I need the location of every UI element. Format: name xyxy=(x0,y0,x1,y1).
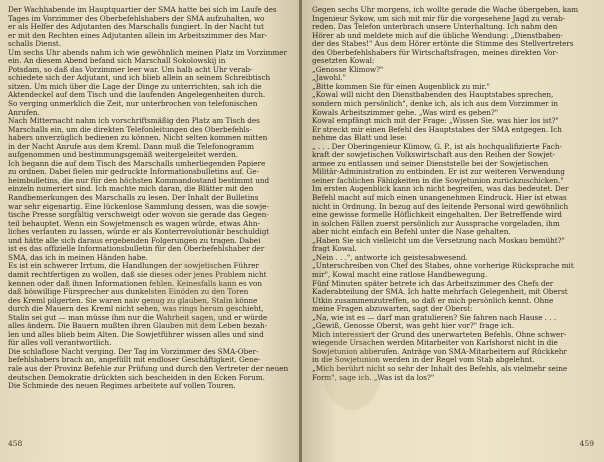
text-line: aufgenommen und bestimmungsgemäß weitergeleitet werden. xyxy=(8,151,238,160)
text-line: Kowal empfängt mich mit der Frage: „Wissen Sie, was hier los ist?" xyxy=(312,117,559,126)
text-line: tische Presse sorgfältig verschweigt oder wovon sie gerade das Gegen- xyxy=(8,211,269,220)
text-line: kraft der sowjetischen Volkswirtschaft aus den Reihen der Sowjet- xyxy=(312,151,555,160)
text-line: Ingenieur Sykow, um sich mit mir für die vorgesehene Jagd zu verab- xyxy=(312,14,566,23)
text-line: Er streckt mir einen Befehl des Hauptstabes der SMA entgegen. Ich xyxy=(312,125,562,134)
text-line: daß böswillige Fürsprecher aus dunkelsten Einöden zu den Toren xyxy=(8,288,249,297)
text-line: Befehl macht auf mich einen unangenehmen Eindruck. Hier ist etwas xyxy=(312,194,567,203)
text-line: „Na, wie ist es — darf man gratulieren? Sie fahren nach Hause . . . xyxy=(312,313,557,322)
text-line: „Haben Sie sich vielleicht um die Versetzung nach Moskau bemüht?" xyxy=(312,236,565,245)
left-page xyxy=(0,0,300,462)
text-line: des Oberbefehlshabers für Wirtschaftsfragen, meines direkten Vor- xyxy=(312,48,559,57)
text-line: Fünf Minuten später betrete ich das Arbeitszimmer des Chefs der xyxy=(312,279,554,288)
text-line: Tages im Vorzimmer des Oberbefehlshabers der SMA aufzuhalten, wo xyxy=(8,14,265,23)
text-line: wiegende Ursachen werden Mitarbeiter von Karlshorst nicht in die xyxy=(312,339,558,348)
text-line: Es ist ein schwerer Irrtum, die Handlungen der sowjetischen Führer xyxy=(8,262,259,271)
text-line: ein. An diesem Abend befand sich Marschall Sokolowskij in xyxy=(8,57,226,66)
text-line: Die schlaflose Nacht verging. Der Tag im Vorzimmer des SMA-Ober- xyxy=(8,347,259,356)
text-line: armee zu entlassen und seiner Dienststelle bei der Sowjetischen xyxy=(312,159,549,168)
text-line: „Jawohl." xyxy=(312,74,346,83)
text-line: len und alles blieb beim Alten. Die Sowjetführer wissen alles und sind xyxy=(8,330,264,339)
text-line: kennen oder daß ihnen Informationen fehlen. Keinesfalls kann es von xyxy=(8,279,262,288)
text-line: Nach Mitternacht nahm ich vorschriftsmäßig den Platz am Tisch des xyxy=(8,117,260,126)
text-line: schiedete sich der Adjutant, und ich blieb allein an seinem Schreibtisch xyxy=(8,74,271,83)
text-line: fragt Kowal. xyxy=(312,245,357,254)
text-line: Militär-Administration zu entbinden. Er ist zur weiteren Verwendung xyxy=(312,168,565,177)
text-line: einzeln numeriert sind. Ich machte mich daran, die Blätter mit den xyxy=(8,185,254,194)
text-line: aber nicht einfach ein Befehl unter die Nase gehalten. xyxy=(312,228,511,237)
text-line: Kaderabteilung der SMA. Ich hatte mehrfach Gelegenheit, mit Oberst xyxy=(312,288,568,297)
text-line: Mich interessiert der Grund des unerwarteten Befehls. Ohne schwer- xyxy=(312,330,567,339)
text-line: liches verlauten zu lassen, würde er als Konterrevolutionär beschuldigt xyxy=(8,228,270,237)
text-line: eine gewisse formelle Höflichkeit eingehalten. Der Betreffende wird xyxy=(312,211,562,220)
text-line: durch die Mauern des Kreml nicht sehen, was rings herum geschieht, xyxy=(8,305,264,314)
text-line: schalls Dienst. xyxy=(8,40,62,49)
text-line: Gegen sechs Uhr morgens, ich wollte gerade die Wache übergeben, kam xyxy=(312,6,579,14)
text-line: Der Wachhabende im Hauptquartier der SMA hatte bei sich im Laufe des xyxy=(8,6,277,14)
text-line: er als Helfer des Adjutanten des Marschalls fungiert. In der Nacht tut xyxy=(8,23,264,32)
text-line: Im ersten Augenblick kann ich nicht begreifen, was das bedeutet. Der xyxy=(312,185,569,194)
text-line: sitzen. Um mich über die Lage der Dinge zu unterrichten, sah ich die xyxy=(8,82,262,91)
text-line: und hätte alle sich daraus ergebenden Folgerungen zu tragen. Dabei xyxy=(8,236,261,245)
right-page-text xyxy=(312,6,598,382)
text-line: „Unterschreiben von Chef des Stabes, ohne vorherige Rücksprache mit xyxy=(312,262,574,271)
text-line: Kowals Arbeitszimmer gehe. „Was wird es geben?" xyxy=(312,108,499,117)
text-line: sondern mich persönlich", denke ich, als ich aus dem Vorzimmer in xyxy=(312,100,558,109)
text-line: Randbemerkungen des Marschalls zu lesen. Der Inhalt der Bulletins xyxy=(8,194,259,203)
text-line: „Mich berührt nicht so sehr der Inhalt des Befehls, als vielmehr seine xyxy=(312,364,568,373)
text-line: befehlshabers brach an, angefüllt mit endloser Geschäftigkeit. Gene- xyxy=(8,356,261,365)
right-page-number: 459 xyxy=(579,439,594,448)
text-line: nicht in Ordnung. In bezug auf des leitende Personal wird gewöhnlich xyxy=(312,202,569,211)
right-page xyxy=(302,0,604,462)
text-line: des Kreml pilgerten. Sie waren naiv genug zu glauben, Stalin könne xyxy=(8,296,258,305)
text-line: Ich begann die auf dem Tisch des Marschalls umherliegenden Papiere xyxy=(8,159,266,168)
text-line: war sehr eigenartig. Eine lückenlose Sammlung dessen, was die sowje- xyxy=(8,202,269,211)
text-line: „Nein . . .", antworte ich geistesabwesend. xyxy=(312,253,468,262)
text-line: Form", sage ich. „Was ist da los?" xyxy=(312,373,435,382)
text-line: für alles voll verantwortlich. xyxy=(8,339,112,348)
text-line: alles ändern. Die Bauern mußten ihren Glauben mit dem Leben bezah- xyxy=(8,322,268,331)
text-line: der des Stabes!" Aus dem Hörer ertönte die Stimme des Stellvertreters xyxy=(312,40,574,49)
text-line: Marschalls ein, um die direkten Telefonleitungen des Oberbefehls- xyxy=(8,125,252,134)
text-line: nehme das Blatt und lese: xyxy=(312,134,407,143)
text-line: So verging unmerklich die Zeit, nur unterbrochen von telefonischen xyxy=(8,100,258,109)
text-line: meine Fragen abzuwarten, sagt der Oberst: xyxy=(312,305,473,314)
text-line: „Bitte kommen Sie für einen Augenblick zu mir." xyxy=(312,82,490,91)
text-line: reden. Das Telefon unterbrach unsere Unterhaltung. Ich nahm den xyxy=(312,23,558,32)
text-line: Hörer ab und meldete mich auf die übliche Wendung: „Dienstbaben- xyxy=(312,31,563,40)
text-line: mir", Kowal macht eine ratlose Handbewegung. xyxy=(312,270,488,279)
text-line: Die Schmiede des neuen Regimes arbeitete auf vollen Touren. xyxy=(8,382,236,391)
left-page-text xyxy=(8,6,293,391)
text-line: habers unverzüglich bedienen zu können. Nicht selten kommen mitten xyxy=(8,134,268,143)
text-line: „Kowal will nicht den Dienstbabenden des Hauptstabes sprechen, xyxy=(312,91,554,100)
paper-stain xyxy=(150,260,240,330)
paper-stain xyxy=(322,330,382,410)
text-line: damit rechtfertigen zu wollen, daß sie dieses oder jenes Problem nicht xyxy=(8,270,267,279)
text-line: rale aus der Provinz Befehle zur Prüfung und durch den Vertreter der neuen xyxy=(8,364,289,373)
text-line: Aktendeckel auf dem Tisch und die laufenden Angelegenheiten durch. xyxy=(8,91,266,100)
text-line: in der Nacht Anrufe aus dem Kreml. Dann muß die Telefonogramm xyxy=(8,142,255,151)
text-line: ist es das offizielle Informationsbulletin für den Oberbefehlshaber der xyxy=(8,245,265,254)
text-line: Sowjetunion abberufen. Anträge von SMA-Mitarbeitern auf Rückkehr xyxy=(312,347,567,356)
text-line: Um sechs Uhr abends nahm ich wie gewöhnlich meinen Platz im Vorzimmer xyxy=(8,48,287,57)
text-line: SMA, das ich in meinen Händen habe. xyxy=(8,253,148,262)
text-line: „Gewiß, Genosse Oberst, was geht hier vor?" frage ich. xyxy=(312,322,515,331)
text-line: Utkin zusammenzutreffen, so daß er mich persönlich kennt. Ohne xyxy=(312,296,554,305)
text-line: teil behauptet. Wenn ein Sowjetmensch es wagen würde, etwas Ähn- xyxy=(8,219,260,228)
text-line: heimbulletins, die nur für den höchsten Kommandostand bestimmt und xyxy=(8,176,270,185)
text-line: in die Sowjetunion werden in der Regel vom Stab abgelehnt. xyxy=(312,356,535,365)
text-line: zu ordnen. Dabei fielen mir gedruckte Informationsbulletins auf. Ge- xyxy=(8,168,259,177)
text-line: Anrufen. xyxy=(8,108,40,117)
text-line: seiner fachlichen Fähigkeiten in die Sowjetunion zurückzuschicken." xyxy=(312,176,564,185)
text-line: deutschen Demokratie drückten sich bescheiden in den Ecken Forum. xyxy=(8,373,265,382)
text-line: er mit den Rechten eines Adjutanten allein im Arbeitszimmer des Mar- xyxy=(8,31,267,40)
text-line: „ . . . Der Oberingenieur Klimow, G. P., ist als hochqualifizierte Fach- xyxy=(312,142,562,151)
text-line: „Genosse Klimow?" xyxy=(312,65,384,74)
text-line: Stalin sei gut — man müsse ihm nur die Wahrheit sagen, und er würde xyxy=(8,313,268,322)
text-line: Potsdam, so daß das Vorzimmer leer war. Um halb acht Uhr verab- xyxy=(8,65,253,74)
left-page-number: 458 xyxy=(8,439,23,448)
text-line: gesetzten Kowal: xyxy=(312,57,375,66)
text-line: in solchen Fällen zuerst persönlich zur Aussprache vorgeladen, ihm xyxy=(312,219,560,228)
